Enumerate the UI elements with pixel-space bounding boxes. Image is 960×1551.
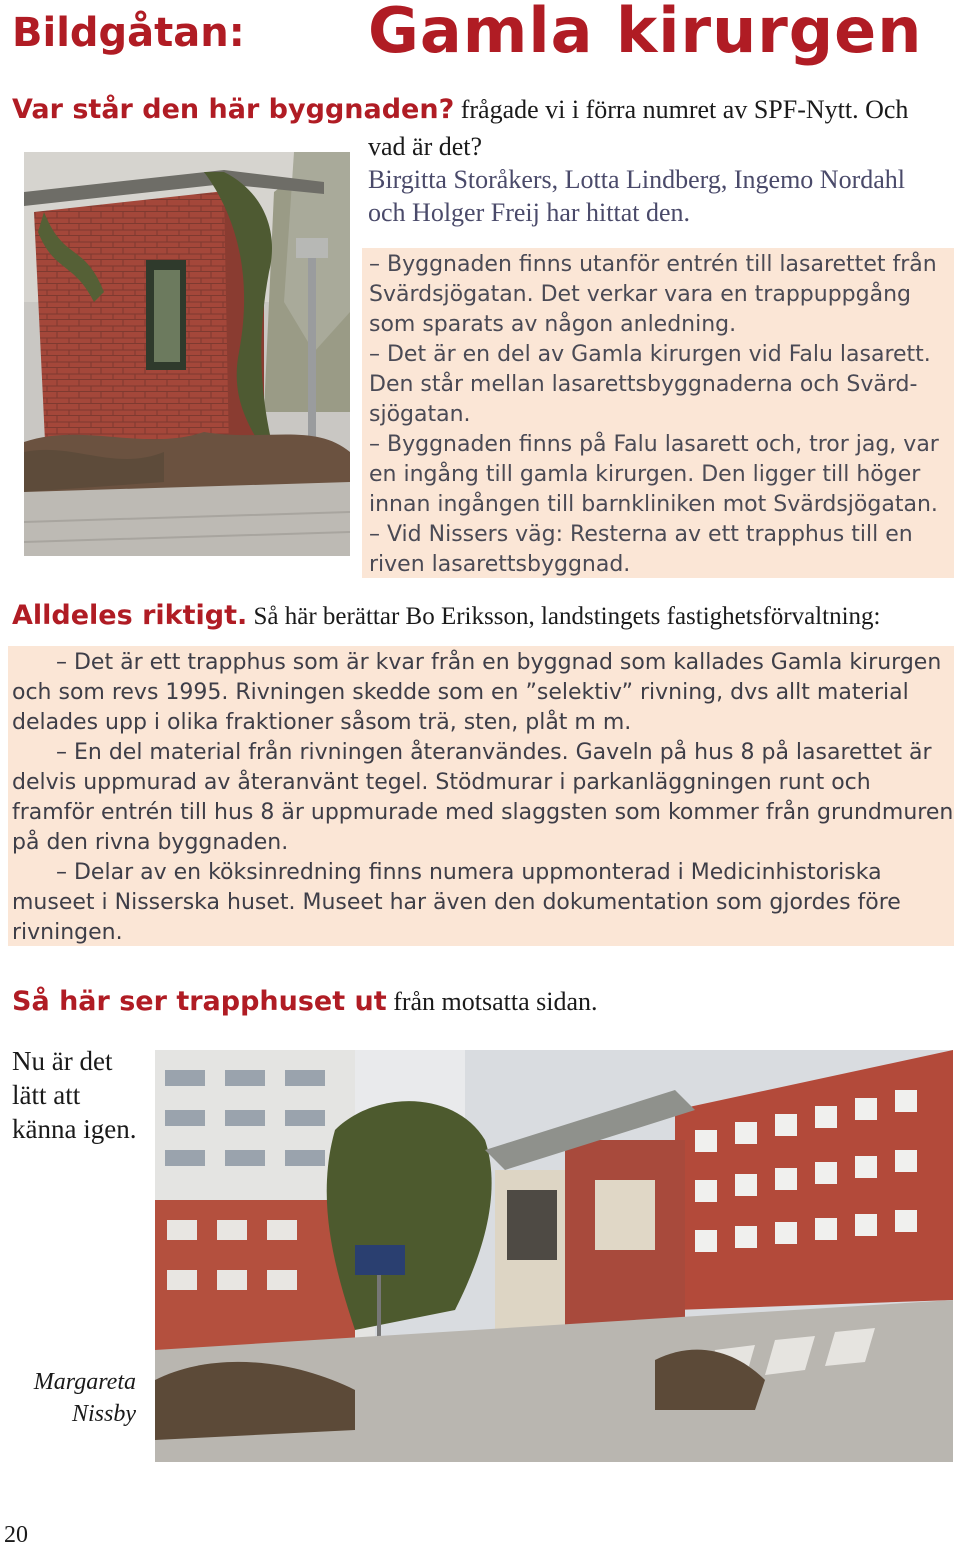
photo-caption: Nu är det lätt att känna igen. [12,1046,137,1144]
stair-tower-photo [24,152,350,556]
history-paragraph: – Det är ett trapphus som är kvar från en byggnad som kallades Gamla kirurgen och som revs 1995. Rivningen skedde som en ”selektiv” rivning, dvs allt material delades upp i olika fraktioner såsom trä, sten, plåt m m. [12,650,942,735]
solvers-text: Birgitta Storåkers, Lotta Lindberg, Ingemo Nordahl och Holger Freij har hittat den. [368,165,905,227]
history-box [8,646,954,946]
author-name: Margareta Nissby [33,1369,136,1427]
page-title: Gamla kirurgen [368,0,923,67]
intro-question-end: vad är det? [368,132,483,161]
reply-line [12,600,880,631]
history-paragraph: – En del material från rivningen återanvändes. Gaveln på hus 8 på lasarettet är delvis uppmurad av återanvänt tegel. Stödmurar i parkanläggningen runt och framför entrén till hus 8 är uppmurade med slaggsten som kommer från grundmuren på den rivna byggnaden. [12,740,954,855]
answer-paragraph: – Vid Nissers väg: Resterna av ett trapphus till en riven lasarettsbyggnad. [369,522,913,577]
hospital-entrance-photo [155,1050,953,1462]
view-line [12,986,598,1017]
intro-lead: Var står den här byggnaden? [12,94,455,125]
answer-paragraph: – Det är en del av Gamla kirurgen vid Falu lasarett. Den står mellan lasarettsbyggnaderna och Svärd-sjögatan. [369,342,931,427]
view-lead: Så här ser trapphuset ut [12,986,387,1017]
page-number: 20 [4,1522,28,1548]
reply-intro: Så här berättar Bo Eriksson, landstingets fastighetsförvaltning: [247,603,881,630]
intro-question: frågade vi i förra numret av SPF-Nytt. Och [454,95,909,124]
history-paragraph: – Delar av en köksinredning finns numera uppmonterad i Medicinhistoriska museet i Nisserska huset. Museet har även den dokumentation som gjordes före rivningen. [12,860,901,945]
answer-paragraph: – Byggnaden finns på Falu lasarett och, tror jag, var en ingång till gamla kirurgen. Den ligger till höger innan ingången till barnkliniken mot Svärdsjögatan. [369,432,939,517]
reader-answers-box [362,248,954,578]
intro-line [12,94,908,125]
hospital-illustration [155,1050,953,1462]
intro-continuation [368,130,948,229]
answer-paragraph: – Byggnaden finns utanför entrén till lasarettet från Svärdsjögatan. Det verkar vara en trappuppgång som sparats av någon anledning. [369,252,937,337]
view-rest: från motsatta sidan. [386,987,598,1016]
reply-lead: Alldeles riktigt. [12,600,248,631]
stair-tower-illustration [24,152,350,556]
section-label: Bildgåtan: [12,10,245,56]
